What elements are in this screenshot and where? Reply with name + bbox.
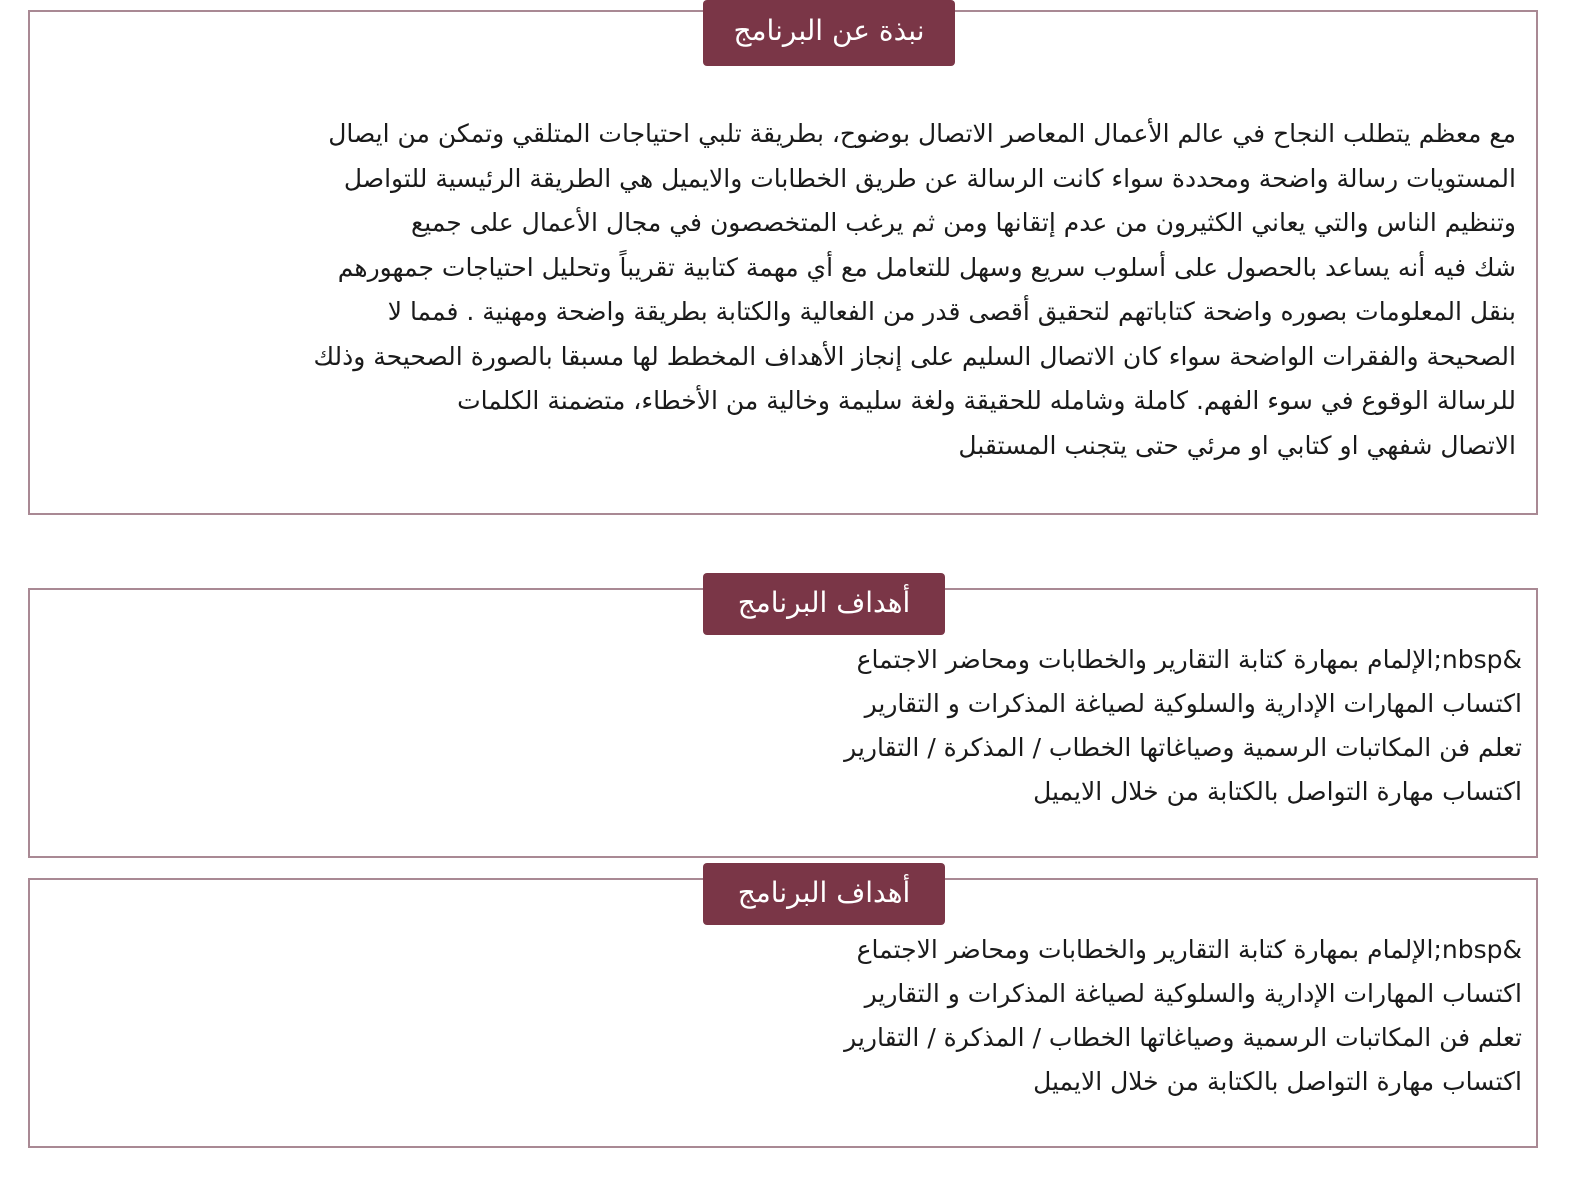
goal-item: تعلم فن المكاتبات الرسمية وصياغاتها الخطاب / المذكرة / التقارير <box>844 1023 1522 1052</box>
goal-item: &nbsp;الإلمام بمهارة كتابة التقارير والخطابات ومحاضر الاجتماع <box>856 935 1522 964</box>
program-goals-title: أهداف البرنامج <box>703 573 945 635</box>
about-line: وتنظيم الناس والتي يعاني الكثيرون من عدم إتقانها ومن ثم يرغب المتخصصون في مجال الأعمال على جميع <box>410 208 1516 237</box>
goal-item: اكتساب المهارات الإدارية والسلوكية لصياغة المذكرات و التقارير <box>864 979 1522 1008</box>
about-line: للرسالة الوقوع في سوء الفهم. كاملة وشامله للحقيقة ولغة سليمة وخالية من الأخطاء، متضمنة الكلمات <box>457 386 1516 415</box>
about-program-section <box>28 10 1538 515</box>
about-program-text <box>46 112 1516 468</box>
program-goals-list <box>662 928 1522 1104</box>
program-goals-title: أهداف البرنامج <box>703 863 945 925</box>
goal-item: اكتساب مهارة التواصل بالكتابة من خلال الايميل <box>1033 1067 1522 1096</box>
about-line: بنقل المعلومات بصوره واضحة كتاباتهم لتحقيق أقصى قدر من الفعالية والكتابة بطريقة واضحة ومهنية . فمما لا <box>387 297 1516 326</box>
goal-item: &nbsp;الإلمام بمهارة كتابة التقارير والخطابات ومحاضر الاجتماع <box>856 645 1522 674</box>
about-line: المستويات رسالة واضحة ومحددة سواء كانت الرسالة عن طريق الخطابات والايميل هي الطريقة الرئيسية للتواصل <box>343 163 1516 193</box>
goal-item: اكتساب مهارة التواصل بالكتابة من خلال الايميل <box>1033 777 1522 806</box>
program-goals-list <box>662 638 1522 814</box>
about-line: شك فيه أنه يساعد بالحصول على أسلوب سريع وسهل للتعامل مع أي مهمة كتابية تقريباً وتحليل احتياجات جمهورهم <box>337 252 1516 282</box>
about-line: الاتصال شفهي او كتابي او مرئي حتى يتجنب المستقبل <box>958 430 1516 460</box>
goal-item: اكتساب المهارات الإدارية والسلوكية لصياغة المذكرات و التقارير <box>864 689 1522 718</box>
about-line: الصحيحة والفقرات الواضحة سواء كان الاتصال السليم على إنجاز الأهداف المخطط لها مسبقا بالصورة الصحيحة وذلك <box>313 341 1516 371</box>
goal-item: تعلم فن المكاتبات الرسمية وصياغاتها الخطاب / المذكرة / التقارير <box>844 733 1522 762</box>
about-line: مع معظم يتطلب النجاح في عالم الأعمال المعاصر الاتصال بوضوح، بطريقة تلبي احتياجات المتلقي وتمكن من ايصال <box>328 119 1516 148</box>
program-goals-section <box>28 588 1538 858</box>
program-goals-section-duplicate <box>28 878 1538 1148</box>
about-program-title: نبذة عن البرنامج <box>703 0 955 66</box>
